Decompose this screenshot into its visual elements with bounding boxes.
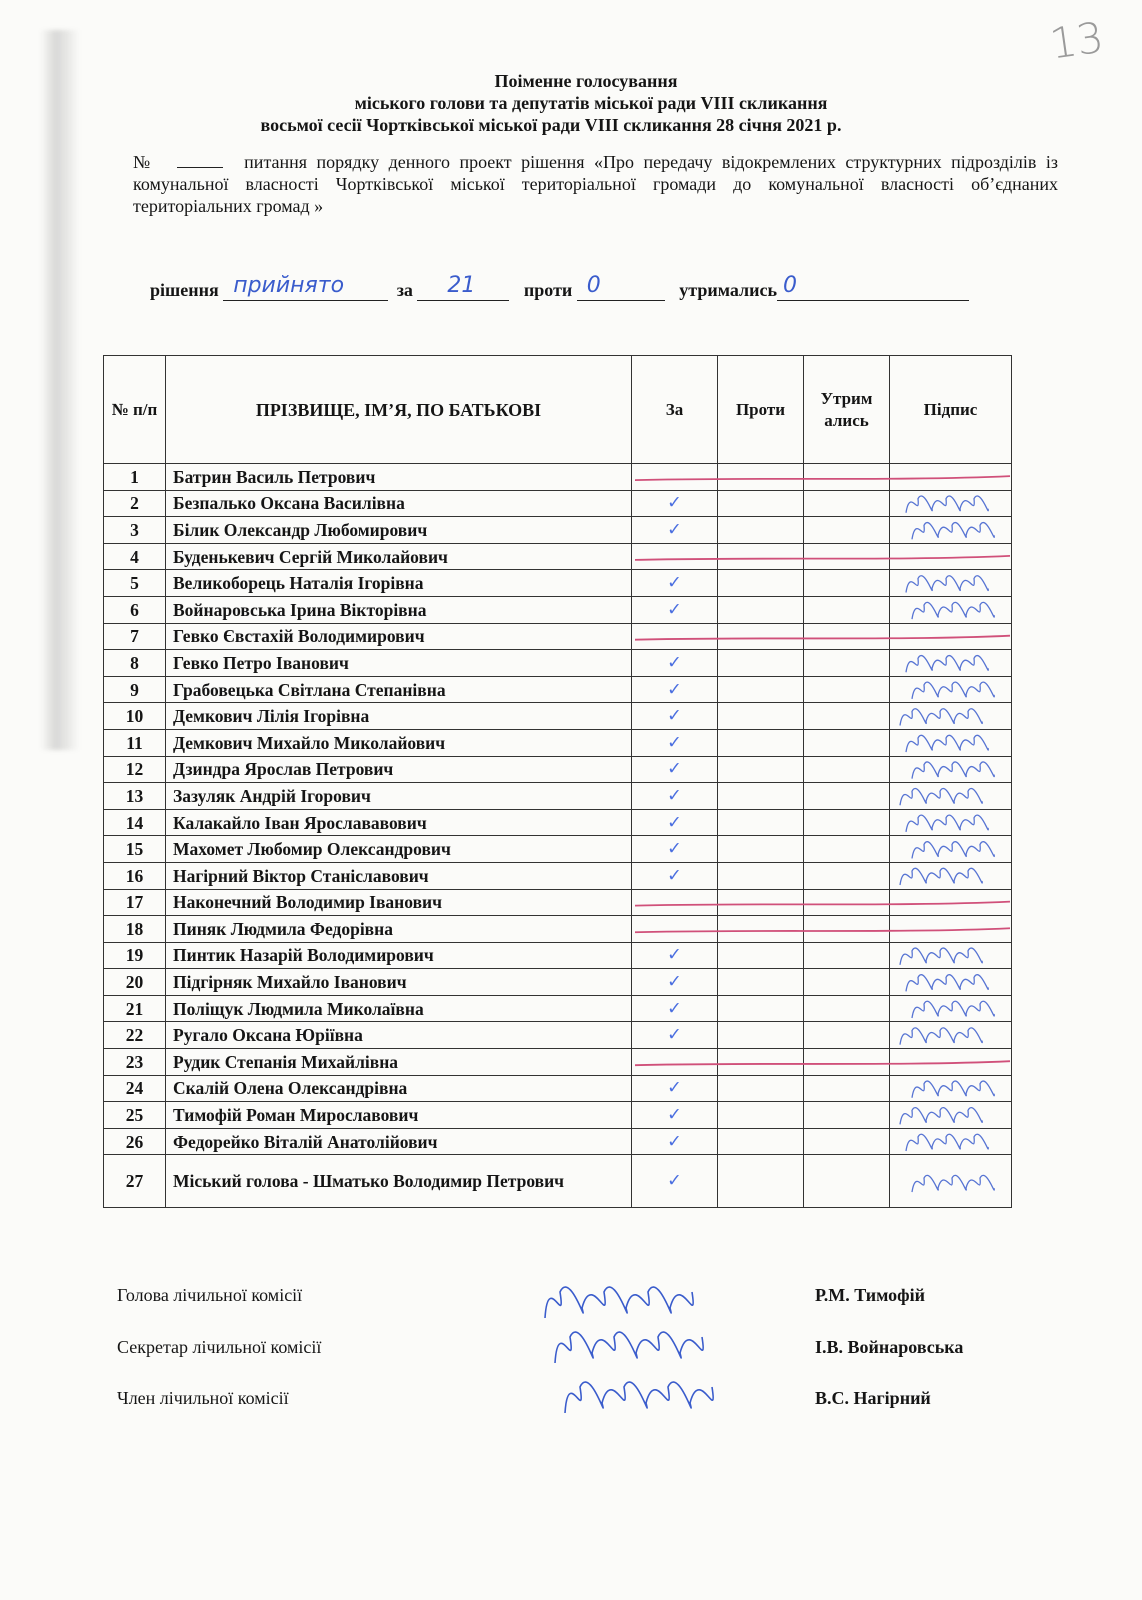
commission-role: Член лічильної комісії <box>117 1388 289 1408</box>
member-signature <box>900 868 982 885</box>
member-signature <box>906 576 988 593</box>
absent-strike-line <box>635 1061 1010 1065</box>
row-number: 22 <box>104 1022 166 1049</box>
check-mark-icon: ✓ <box>667 679 682 700</box>
decision-value: прийнято <box>233 273 345 298</box>
check-mark-icon: ✓ <box>667 839 682 860</box>
heading-line-3: восьмої сесії Чортківської міської ради VIII скликання 28 січня 2021 р. <box>260 115 842 135</box>
row-number: 14 <box>104 809 166 836</box>
row-number: 17 <box>104 889 166 916</box>
against-label: проти <box>523 280 573 300</box>
row-name: Підгірняк Михайло Іванович <box>166 969 632 996</box>
abstain-label: утримались <box>679 280 777 300</box>
member-signature <box>906 975 988 992</box>
row-number: 25 <box>104 1102 166 1129</box>
heading-line-1: Поіменне голосування <box>494 71 678 91</box>
check-mark-icon: ✓ <box>667 652 682 673</box>
row-name: Демкович Лілія Ігорівна <box>166 703 632 730</box>
row-name: Білик Олександр Любомирович <box>166 517 632 544</box>
member-signature <box>900 1108 982 1125</box>
row-number: 5 <box>104 570 166 597</box>
row-name: Скалій Олена Олександрівна <box>166 1075 632 1102</box>
check-mark-icon: ✓ <box>667 865 682 886</box>
row-name: Демкович Михайло Миколайович <box>166 729 632 756</box>
row-number: 23 <box>104 1049 166 1076</box>
row-name: Безпалько Оксана Василівна <box>166 490 632 517</box>
row-number: 2 <box>104 490 166 517</box>
check-mark-icon: ✓ <box>667 1105 682 1126</box>
check-mark-icon: ✓ <box>667 1131 682 1152</box>
header-name: ПРІЗВИЩЕ, ІМ’Я, ПО БАТЬКОВІ <box>166 356 632 464</box>
row-name: Махомет Любомир Олександрович <box>166 836 632 863</box>
commission-signature <box>565 1382 713 1413</box>
commission-member-name: Р.М. Тимофій <box>815 1285 926 1305</box>
row-number: 27 <box>104 1155 166 1208</box>
check-mark-icon: ✓ <box>667 998 682 1019</box>
row-number: 13 <box>104 783 166 810</box>
commission-signature <box>545 1287 693 1318</box>
row-number: 1 <box>104 464 166 491</box>
check-mark-icon: ✓ <box>667 945 682 966</box>
member-signature <box>906 1134 988 1151</box>
row-name: Батрин Василь Петрович <box>166 464 632 491</box>
row-name: Буденькевич Сергій Миколайович <box>166 543 632 570</box>
row-name: Гевко Євстахій Володимирович <box>166 623 632 650</box>
row-name: Ругало Оксана Юріївна <box>166 1022 632 1049</box>
member-signature <box>906 496 988 513</box>
row-name: Наконечний Володимир Іванович <box>166 889 632 916</box>
row-name: Зазуляк Андрій Ігорович <box>166 783 632 810</box>
row-number: 4 <box>104 543 166 570</box>
row-number: 18 <box>104 916 166 943</box>
member-signature <box>906 815 988 832</box>
row-number: 19 <box>104 942 166 969</box>
header-abstain: Утримались <box>804 356 890 464</box>
member-signature <box>900 1028 982 1045</box>
row-name: Пинтик Назарій Володимирович <box>166 942 632 969</box>
check-mark-icon: ✓ <box>667 573 682 594</box>
header-signature: Підпис <box>890 356 1012 464</box>
abstain-value: 0 <box>783 273 797 298</box>
check-mark-icon: ✓ <box>667 1025 682 1046</box>
member-signature <box>900 948 982 965</box>
header-for: За <box>632 356 718 464</box>
decision-label: рішення <box>150 280 219 300</box>
row-name: Калакайло Іван Ярослававович <box>166 809 632 836</box>
member-signature <box>912 602 994 619</box>
absent-strike-line <box>635 556 1010 560</box>
member-signature <box>912 523 994 540</box>
row-number: 8 <box>104 650 166 677</box>
commission-role: Голова лічильної комісії <box>117 1285 303 1305</box>
row-number: 24 <box>104 1075 166 1102</box>
page-number: 13 <box>1046 12 1107 69</box>
check-mark-icon: ✓ <box>667 759 682 780</box>
header-against: Проти <box>718 356 804 464</box>
check-mark-icon: ✓ <box>667 812 682 833</box>
member-signature <box>912 682 994 699</box>
row-name: Поліщук Людмила Миколаївна <box>166 995 632 1022</box>
row-name: Гевко Петро Іванович <box>166 650 632 677</box>
row-name: Грабовецька Світлана Степанівна <box>166 676 632 703</box>
commission-signature <box>555 1332 703 1363</box>
row-name: Великоборець Наталія Ігорівна <box>166 570 632 597</box>
absent-strike-line <box>635 476 1010 480</box>
check-mark-icon: ✓ <box>667 706 682 727</box>
header-num: № п/п <box>104 356 166 464</box>
for-label: за <box>396 280 413 300</box>
row-name: Нагірний Віктор Станіславович <box>166 862 632 889</box>
row-name: Пиняк Людмила Федорівна <box>166 916 632 943</box>
member-signature <box>906 656 988 673</box>
row-number: 11 <box>104 729 166 756</box>
commission-member-name: В.С. Нагірний <box>815 1388 931 1408</box>
member-signature <box>912 1001 994 1018</box>
row-number: 10 <box>104 703 166 730</box>
row-number: 15 <box>104 836 166 863</box>
for-value: 21 <box>447 273 476 298</box>
absent-strike-line <box>635 636 1010 640</box>
row-number: 3 <box>104 517 166 544</box>
row-number: 6 <box>104 596 166 623</box>
member-signature <box>912 762 994 779</box>
check-mark-icon: ✓ <box>667 732 682 753</box>
member-signature <box>906 735 988 752</box>
heading-line-2: міського голови та депутатів міської ради VIII скликання <box>354 93 828 113</box>
row-name: Войнаровська Ірина Вікторівна <box>166 596 632 623</box>
row-name: Тимофій Роман Мирославович <box>166 1102 632 1129</box>
row-name: Федорейко Віталій Анатолійович <box>166 1128 632 1155</box>
row-name: Міський голова - Шматько Володимир Петрович <box>166 1155 632 1208</box>
row-number: 20 <box>104 969 166 996</box>
check-mark-icon: ✓ <box>667 785 682 806</box>
absent-strike-line <box>635 902 1010 906</box>
member-signature <box>900 709 982 726</box>
row-number: 12 <box>104 756 166 783</box>
commission-role: Секретар лічильної комісії <box>117 1337 322 1357</box>
row-name: Дзиндра Ярослав Петрович <box>166 756 632 783</box>
check-mark-icon: ✓ <box>667 1171 682 1192</box>
member-signature <box>912 1081 994 1098</box>
question-text: питання порядку денного проект рішення «Про передачу відокремлених структурних підрозділів із комунальної власності Чортківської міської територіальної громади до комунальної власності об’єднаних територіальних громад » <box>133 152 1058 216</box>
check-mark-icon: ✓ <box>667 599 682 620</box>
row-name: Рудик Степанія Михайлівна <box>166 1049 632 1076</box>
member-signature <box>900 789 982 806</box>
check-mark-icon: ✓ <box>667 519 682 540</box>
row-number: 9 <box>104 676 166 703</box>
row-number: 16 <box>104 862 166 889</box>
against-value: 0 <box>586 273 601 298</box>
check-mark-icon: ✓ <box>667 1078 682 1099</box>
member-signature <box>912 1175 994 1192</box>
member-signature <box>912 842 994 859</box>
check-mark-icon: ✓ <box>667 493 682 514</box>
check-mark-icon: ✓ <box>667 972 682 993</box>
absent-strike-line <box>635 928 1010 932</box>
question-number-sign: № <box>133 152 156 172</box>
commission-member-name: І.В. Войнаровська <box>815 1337 964 1357</box>
row-number: 21 <box>104 995 166 1022</box>
row-number: 26 <box>104 1128 166 1155</box>
row-number: 7 <box>104 623 166 650</box>
